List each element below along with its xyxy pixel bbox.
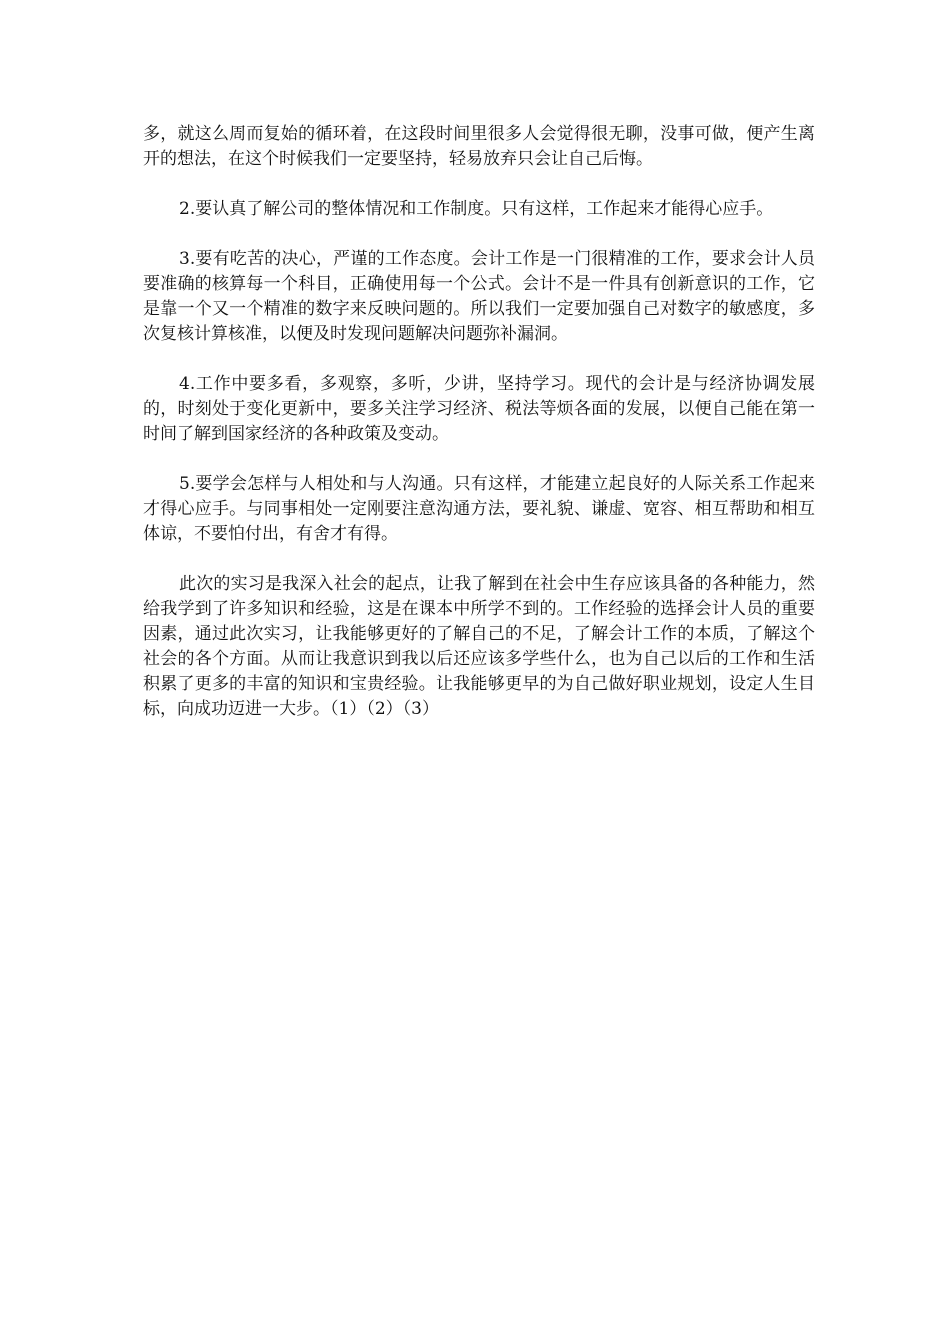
paragraph-point-5: 5.要学会怎样与人相处和与人沟通。只有这样，才能建立起良好的人际关系工作起来才得心应手。与同事相处一定刚要注意沟通方法，要礼貌、谦虚、宽容、相互帮助和相互体谅，不要怕付出，有舍才有得。 [143, 474, 815, 544]
paragraph-point-3: 3.要有吃苦的决心，严谨的工作态度。会计工作是一门很精准的工作，要求会计人员要准确的核算每一个科目，正确使用每一个公式。会计不是一件具有创新意识的工作，它是靠一个又一个精准的数字来反映问题的。所以我们一定要加强自己对数字的敏感度，多次复核计算核准，以便及时发现问题解决问题弥补漏洞。 [143, 249, 815, 344]
paragraph-point-4: 4.工作中要多看，多观察，多听，少讲，坚持学习。现代的会计是与经济协调发展的，时刻处于变化更新中，要多关注学习经济、税法等烦各面的发展，以便自己能在第一时间了解到国家经济的各种政策及变动。 [143, 374, 815, 444]
paragraph-point-2: 2.要认真了解公司的整体情况和工作制度。只有这样，工作起来才能得心应手。 [179, 199, 774, 219]
document-body [143, 122, 815, 747]
paragraph-conclusion: 此次的实习是我深入社会的起点，让我了解到在社会中生存应该具备的各种能力，然给我学到了许多知识和经验，这是在课本中所学不到的。工作经验的选择会计人员的重要因素，通过此次实习，让我能够更好的了解自己的不足，了解会计工作的本质，了解这个社会的各个方面。从而让我意识到我以后还应该多学些什么，也为自己以后的工作和生活积累了更多的丰富的知识和宝贵经验。让我能够更早的为自己做好职业规划，设定人生目标，向成功迈进一大步。（1）（2）（3） [143, 574, 815, 719]
paragraph-continuation: 多，就这么周而复始的循环着，在这段时间里很多人会觉得很无聊，没事可做，便产生离开的想法，在这个时候我们一定要坚持，轻易放弃只会让自己后悔。 [143, 124, 815, 169]
